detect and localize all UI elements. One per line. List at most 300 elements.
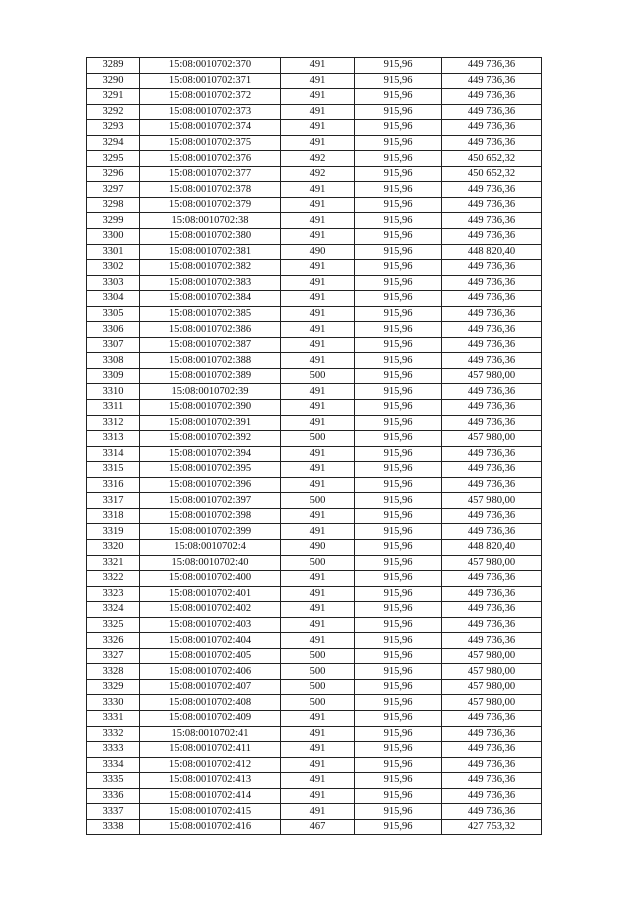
cadastral-number-cell: 15:08:0010702:38 <box>140 213 281 229</box>
unit-value-cell: 915,96 <box>355 695 442 711</box>
table-row <box>87 710 542 726</box>
area-cell: 491 <box>281 135 355 151</box>
table-row <box>87 431 542 447</box>
table-row <box>87 695 542 711</box>
unit-value-cell: 915,96 <box>355 508 442 524</box>
area-cell: 491 <box>281 197 355 213</box>
cadastral-number-cell: 15:08:0010702:397 <box>140 493 281 509</box>
cadastral-value-cell: 449 736,36 <box>442 804 542 820</box>
cadastral-value-cell: 449 736,36 <box>442 260 542 276</box>
row-number-cell: 3310 <box>87 384 140 400</box>
row-number-cell: 3298 <box>87 197 140 213</box>
cadastral-number-cell: 15:08:0010702:396 <box>140 477 281 493</box>
cadastral-value-cell: 457 980,00 <box>442 368 542 384</box>
cadastral-value-cell: 449 736,36 <box>442 788 542 804</box>
area-cell: 491 <box>281 73 355 89</box>
unit-value-cell: 915,96 <box>355 197 442 213</box>
unit-value-cell: 915,96 <box>355 726 442 742</box>
row-number-cell: 3297 <box>87 182 140 198</box>
row-number-cell: 3327 <box>87 648 140 664</box>
cadastral-value-cell: 449 736,36 <box>442 291 542 307</box>
cadastral-value-table <box>86 57 542 835</box>
area-cell: 491 <box>281 89 355 105</box>
cadastral-value-cell: 449 736,36 <box>442 58 542 74</box>
cadastral-value-cell: 449 736,36 <box>442 306 542 322</box>
cadastral-value-cell: 450 652,32 <box>442 166 542 182</box>
area-cell: 491 <box>281 58 355 74</box>
unit-value-cell: 915,96 <box>355 89 442 105</box>
unit-value-cell: 915,96 <box>355 633 442 649</box>
unit-value-cell: 915,96 <box>355 260 442 276</box>
area-cell: 491 <box>281 742 355 758</box>
cadastral-number-cell: 15:08:0010702:379 <box>140 197 281 213</box>
cadastral-number-cell: 15:08:0010702:376 <box>140 151 281 167</box>
unit-value-cell: 915,96 <box>355 213 442 229</box>
area-cell: 491 <box>281 415 355 431</box>
row-number-cell: 3321 <box>87 555 140 571</box>
row-number-cell: 3330 <box>87 695 140 711</box>
area-cell: 491 <box>281 804 355 820</box>
cadastral-number-cell: 15:08:0010702:392 <box>140 431 281 447</box>
row-number-cell: 3307 <box>87 337 140 353</box>
area-cell: 491 <box>281 384 355 400</box>
cadastral-value-cell: 449 736,36 <box>442 757 542 773</box>
cadastral-number-cell: 15:08:0010702:385 <box>140 306 281 322</box>
table-row <box>87 446 542 462</box>
area-cell: 491 <box>281 446 355 462</box>
unit-value-cell: 915,96 <box>355 322 442 338</box>
table-row <box>87 337 542 353</box>
unit-value-cell: 915,96 <box>355 757 442 773</box>
table-row <box>87 633 542 649</box>
table-row <box>87 742 542 758</box>
cadastral-value-cell: 449 736,36 <box>442 508 542 524</box>
cadastral-value-cell: 457 980,00 <box>442 431 542 447</box>
table-row <box>87 400 542 416</box>
area-cell: 467 <box>281 819 355 835</box>
area-cell: 491 <box>281 788 355 804</box>
cadastral-number-cell: 15:08:0010702:407 <box>140 679 281 695</box>
cadastral-number-cell: 15:08:0010702:377 <box>140 166 281 182</box>
unit-value-cell: 915,96 <box>355 679 442 695</box>
cadastral-value-cell: 449 736,36 <box>442 524 542 540</box>
row-number-cell: 3293 <box>87 120 140 136</box>
table-row <box>87 213 542 229</box>
row-number-cell: 3309 <box>87 368 140 384</box>
unit-value-cell: 915,96 <box>355 353 442 369</box>
unit-value-cell: 915,96 <box>355 788 442 804</box>
cadastral-number-cell: 15:08:0010702:405 <box>140 648 281 664</box>
cadastral-number-cell: 15:08:0010702:406 <box>140 664 281 680</box>
area-cell: 491 <box>281 524 355 540</box>
cadastral-value-cell: 449 736,36 <box>442 197 542 213</box>
cadastral-number-cell: 15:08:0010702:371 <box>140 73 281 89</box>
unit-value-cell: 915,96 <box>355 477 442 493</box>
cadastral-value-cell: 449 736,36 <box>442 726 542 742</box>
table-row <box>87 539 542 555</box>
row-number-cell: 3331 <box>87 710 140 726</box>
cadastral-number-cell: 15:08:0010702:375 <box>140 135 281 151</box>
table-row <box>87 291 542 307</box>
cadastral-value-cell: 449 736,36 <box>442 633 542 649</box>
cadastral-number-cell: 15:08:0010702:373 <box>140 104 281 120</box>
table-row <box>87 648 542 664</box>
unit-value-cell: 915,96 <box>355 648 442 664</box>
table-row <box>87 151 542 167</box>
area-cell: 491 <box>281 757 355 773</box>
cadastral-number-cell: 15:08:0010702:413 <box>140 773 281 789</box>
unit-value-cell: 915,96 <box>355 368 442 384</box>
cadastral-value-cell: 449 736,36 <box>442 213 542 229</box>
cadastral-number-cell: 15:08:0010702:40 <box>140 555 281 571</box>
row-number-cell: 3291 <box>87 89 140 105</box>
area-cell: 491 <box>281 213 355 229</box>
table-row <box>87 120 542 136</box>
unit-value-cell: 915,96 <box>355 337 442 353</box>
table-row <box>87 229 542 245</box>
row-number-cell: 3295 <box>87 151 140 167</box>
table-row <box>87 322 542 338</box>
row-number-cell: 3328 <box>87 664 140 680</box>
table-row <box>87 664 542 680</box>
cadastral-value-cell: 449 736,36 <box>442 275 542 291</box>
table-row <box>87 462 542 478</box>
table-row <box>87 58 542 74</box>
table-row <box>87 182 542 198</box>
area-cell: 500 <box>281 368 355 384</box>
cadastral-number-cell: 15:08:0010702:386 <box>140 322 281 338</box>
row-number-cell: 3300 <box>87 229 140 245</box>
cadastral-number-cell: 15:08:0010702:389 <box>140 368 281 384</box>
area-cell: 491 <box>281 353 355 369</box>
unit-value-cell: 915,96 <box>355 58 442 74</box>
table-row <box>87 353 542 369</box>
cadastral-number-cell: 15:08:0010702:408 <box>140 695 281 711</box>
cadastral-value-cell: 449 736,36 <box>442 384 542 400</box>
unit-value-cell: 915,96 <box>355 555 442 571</box>
area-cell: 500 <box>281 648 355 664</box>
cadastral-value-cell: 449 736,36 <box>442 617 542 633</box>
area-cell: 491 <box>281 182 355 198</box>
table-row <box>87 197 542 213</box>
unit-value-cell: 915,96 <box>355 819 442 835</box>
cadastral-value-cell: 448 820,40 <box>442 244 542 260</box>
cadastral-number-cell: 15:08:0010702:411 <box>140 742 281 758</box>
cadastral-number-cell: 15:08:0010702:383 <box>140 275 281 291</box>
table-row <box>87 804 542 820</box>
unit-value-cell: 915,96 <box>355 617 442 633</box>
cadastral-number-cell: 15:08:0010702:390 <box>140 400 281 416</box>
cadastral-value-cell: 449 736,36 <box>442 229 542 245</box>
table-row <box>87 306 542 322</box>
row-number-cell: 3338 <box>87 819 140 835</box>
table-row <box>87 477 542 493</box>
area-cell: 491 <box>281 571 355 587</box>
area-cell: 491 <box>281 306 355 322</box>
area-cell: 490 <box>281 539 355 555</box>
row-number-cell: 3299 <box>87 213 140 229</box>
row-number-cell: 3303 <box>87 275 140 291</box>
cadastral-number-cell: 15:08:0010702:391 <box>140 415 281 431</box>
unit-value-cell: 915,96 <box>355 275 442 291</box>
row-number-cell: 3301 <box>87 244 140 260</box>
row-number-cell: 3316 <box>87 477 140 493</box>
cadastral-value-cell: 449 736,36 <box>442 446 542 462</box>
cadastral-number-cell: 15:08:0010702:398 <box>140 508 281 524</box>
area-cell: 491 <box>281 400 355 416</box>
row-number-cell: 3294 <box>87 135 140 151</box>
row-number-cell: 3305 <box>87 306 140 322</box>
area-cell: 500 <box>281 493 355 509</box>
cadastral-number-cell: 15:08:0010702:400 <box>140 571 281 587</box>
cadastral-value-cell: 449 736,36 <box>442 773 542 789</box>
row-number-cell: 3336 <box>87 788 140 804</box>
cadastral-value-cell: 457 980,00 <box>442 648 542 664</box>
cadastral-number-cell: 15:08:0010702:370 <box>140 58 281 74</box>
row-number-cell: 3334 <box>87 757 140 773</box>
row-number-cell: 3314 <box>87 446 140 462</box>
area-cell: 491 <box>281 275 355 291</box>
cadastral-number-cell: 15:08:0010702:372 <box>140 89 281 105</box>
area-cell: 491 <box>281 508 355 524</box>
unit-value-cell: 915,96 <box>355 306 442 322</box>
unit-value-cell: 915,96 <box>355 742 442 758</box>
row-number-cell: 3296 <box>87 166 140 182</box>
cadastral-number-cell: 15:08:0010702:415 <box>140 804 281 820</box>
row-number-cell: 3337 <box>87 804 140 820</box>
area-cell: 492 <box>281 151 355 167</box>
cadastral-number-cell: 15:08:0010702:378 <box>140 182 281 198</box>
row-number-cell: 3311 <box>87 400 140 416</box>
cadastral-value-cell: 449 736,36 <box>442 400 542 416</box>
area-cell: 491 <box>281 726 355 742</box>
cadastral-value-cell: 449 736,36 <box>442 710 542 726</box>
row-number-cell: 3320 <box>87 539 140 555</box>
row-number-cell: 3325 <box>87 617 140 633</box>
area-cell: 491 <box>281 337 355 353</box>
cadastral-value-cell: 449 736,36 <box>442 135 542 151</box>
unit-value-cell: 915,96 <box>355 291 442 307</box>
table-row <box>87 819 542 835</box>
area-cell: 500 <box>281 679 355 695</box>
cadastral-number-cell: 15:08:0010702:399 <box>140 524 281 540</box>
table-row <box>87 571 542 587</box>
area-cell: 500 <box>281 664 355 680</box>
area-cell: 491 <box>281 773 355 789</box>
table-row <box>87 244 542 260</box>
area-cell: 491 <box>281 602 355 618</box>
area-cell: 491 <box>281 477 355 493</box>
row-number-cell: 3322 <box>87 571 140 587</box>
unit-value-cell: 915,96 <box>355 539 442 555</box>
cadastral-value-cell: 449 736,36 <box>442 415 542 431</box>
unit-value-cell: 915,96 <box>355 104 442 120</box>
row-number-cell: 3292 <box>87 104 140 120</box>
unit-value-cell: 915,96 <box>355 415 442 431</box>
cadastral-value-cell: 457 980,00 <box>442 679 542 695</box>
table-row <box>87 617 542 633</box>
area-cell: 492 <box>281 166 355 182</box>
cadastral-number-cell: 15:08:0010702:384 <box>140 291 281 307</box>
cadastral-value-cell: 449 736,36 <box>442 120 542 136</box>
row-number-cell: 3304 <box>87 291 140 307</box>
cadastral-number-cell: 15:08:0010702:395 <box>140 462 281 478</box>
cadastral-number-cell: 15:08:0010702:41 <box>140 726 281 742</box>
row-number-cell: 3333 <box>87 742 140 758</box>
cadastral-number-cell: 15:08:0010702:404 <box>140 633 281 649</box>
unit-value-cell: 915,96 <box>355 462 442 478</box>
table-row <box>87 757 542 773</box>
row-number-cell: 3326 <box>87 633 140 649</box>
cadastral-value-cell: 449 736,36 <box>442 322 542 338</box>
unit-value-cell: 915,96 <box>355 182 442 198</box>
area-cell: 500 <box>281 555 355 571</box>
table-row <box>87 679 542 695</box>
table-row <box>87 73 542 89</box>
table-row <box>87 135 542 151</box>
table-body <box>87 58 542 835</box>
unit-value-cell: 915,96 <box>355 151 442 167</box>
cadastral-value-cell: 457 980,00 <box>442 664 542 680</box>
row-number-cell: 3323 <box>87 586 140 602</box>
cadastral-value-cell: 449 736,36 <box>442 353 542 369</box>
area-cell: 491 <box>281 710 355 726</box>
cadastral-number-cell: 15:08:0010702:39 <box>140 384 281 400</box>
area-cell: 491 <box>281 104 355 120</box>
row-number-cell: 3312 <box>87 415 140 431</box>
cadastral-number-cell: 15:08:0010702:414 <box>140 788 281 804</box>
table-row <box>87 726 542 742</box>
row-number-cell: 3315 <box>87 462 140 478</box>
unit-value-cell: 915,96 <box>355 73 442 89</box>
table-row <box>87 555 542 571</box>
unit-value-cell: 915,96 <box>355 804 442 820</box>
cadastral-value-cell: 449 736,36 <box>442 462 542 478</box>
unit-value-cell: 915,96 <box>355 244 442 260</box>
row-number-cell: 3290 <box>87 73 140 89</box>
cadastral-value-cell: 450 652,32 <box>442 151 542 167</box>
unit-value-cell: 915,96 <box>355 431 442 447</box>
cadastral-value-cell: 449 736,36 <box>442 571 542 587</box>
cadastral-number-cell: 15:08:0010702:394 <box>140 446 281 462</box>
cadastral-value-cell: 449 736,36 <box>442 182 542 198</box>
cadastral-number-cell: 15:08:0010702:401 <box>140 586 281 602</box>
cadastral-number-cell: 15:08:0010702:412 <box>140 757 281 773</box>
unit-value-cell: 915,96 <box>355 446 442 462</box>
table-row <box>87 275 542 291</box>
cadastral-value-cell: 449 736,36 <box>442 104 542 120</box>
area-cell: 491 <box>281 586 355 602</box>
cadastral-number-cell: 15:08:0010702:4 <box>140 539 281 555</box>
area-cell: 491 <box>281 120 355 136</box>
table-row <box>87 166 542 182</box>
cadastral-number-cell: 15:08:0010702:380 <box>140 229 281 245</box>
cadastral-number-cell: 15:08:0010702:409 <box>140 710 281 726</box>
row-number-cell: 3319 <box>87 524 140 540</box>
unit-value-cell: 915,96 <box>355 773 442 789</box>
row-number-cell: 3332 <box>87 726 140 742</box>
cadastral-value-cell: 449 736,36 <box>442 477 542 493</box>
cadastral-number-cell: 15:08:0010702:382 <box>140 260 281 276</box>
row-number-cell: 3289 <box>87 58 140 74</box>
area-cell: 500 <box>281 695 355 711</box>
unit-value-cell: 915,96 <box>355 493 442 509</box>
cadastral-value-cell: 449 736,36 <box>442 742 542 758</box>
row-number-cell: 3306 <box>87 322 140 338</box>
cadastral-number-cell: 15:08:0010702:374 <box>140 120 281 136</box>
area-cell: 491 <box>281 633 355 649</box>
unit-value-cell: 915,96 <box>355 710 442 726</box>
table-row <box>87 602 542 618</box>
area-cell: 491 <box>281 322 355 338</box>
cadastral-number-cell: 15:08:0010702:388 <box>140 353 281 369</box>
table-row <box>87 89 542 105</box>
area-cell: 491 <box>281 229 355 245</box>
table-row <box>87 493 542 509</box>
cadastral-number-cell: 15:08:0010702:402 <box>140 602 281 618</box>
row-number-cell: 3302 <box>87 260 140 276</box>
cadastral-value-cell: 449 736,36 <box>442 89 542 105</box>
cadastral-value-cell: 457 980,00 <box>442 493 542 509</box>
row-number-cell: 3318 <box>87 508 140 524</box>
table-row <box>87 586 542 602</box>
unit-value-cell: 915,96 <box>355 586 442 602</box>
row-number-cell: 3335 <box>87 773 140 789</box>
row-number-cell: 3308 <box>87 353 140 369</box>
unit-value-cell: 915,96 <box>355 135 442 151</box>
cadastral-value-cell: 448 820,40 <box>442 539 542 555</box>
table-row <box>87 260 542 276</box>
cadastral-number-cell: 15:08:0010702:416 <box>140 819 281 835</box>
row-number-cell: 3317 <box>87 493 140 509</box>
unit-value-cell: 915,96 <box>355 524 442 540</box>
table-row <box>87 368 542 384</box>
cadastral-value-cell: 457 980,00 <box>442 555 542 571</box>
unit-value-cell: 915,96 <box>355 120 442 136</box>
cadastral-number-cell: 15:08:0010702:403 <box>140 617 281 633</box>
unit-value-cell: 915,96 <box>355 166 442 182</box>
area-cell: 490 <box>281 244 355 260</box>
area-cell: 491 <box>281 462 355 478</box>
table-row <box>87 415 542 431</box>
row-number-cell: 3313 <box>87 431 140 447</box>
area-cell: 500 <box>281 431 355 447</box>
area-cell: 491 <box>281 260 355 276</box>
area-cell: 491 <box>281 617 355 633</box>
unit-value-cell: 915,96 <box>355 664 442 680</box>
cadastral-value-cell: 449 736,36 <box>442 586 542 602</box>
cadastral-value-cell: 427 753,32 <box>442 819 542 835</box>
row-number-cell: 3329 <box>87 679 140 695</box>
table-row <box>87 773 542 789</box>
table-row <box>87 508 542 524</box>
unit-value-cell: 915,96 <box>355 384 442 400</box>
cadastral-number-cell: 15:08:0010702:381 <box>140 244 281 260</box>
table-row <box>87 524 542 540</box>
unit-value-cell: 915,96 <box>355 400 442 416</box>
cadastral-value-cell: 449 736,36 <box>442 337 542 353</box>
cadastral-value-cell: 449 736,36 <box>442 602 542 618</box>
unit-value-cell: 915,96 <box>355 571 442 587</box>
cadastral-number-cell: 15:08:0010702:387 <box>140 337 281 353</box>
table-row <box>87 788 542 804</box>
table-row <box>87 104 542 120</box>
table-row <box>87 384 542 400</box>
cadastral-value-cell: 457 980,00 <box>442 695 542 711</box>
area-cell: 491 <box>281 291 355 307</box>
unit-value-cell: 915,96 <box>355 229 442 245</box>
row-number-cell: 3324 <box>87 602 140 618</box>
